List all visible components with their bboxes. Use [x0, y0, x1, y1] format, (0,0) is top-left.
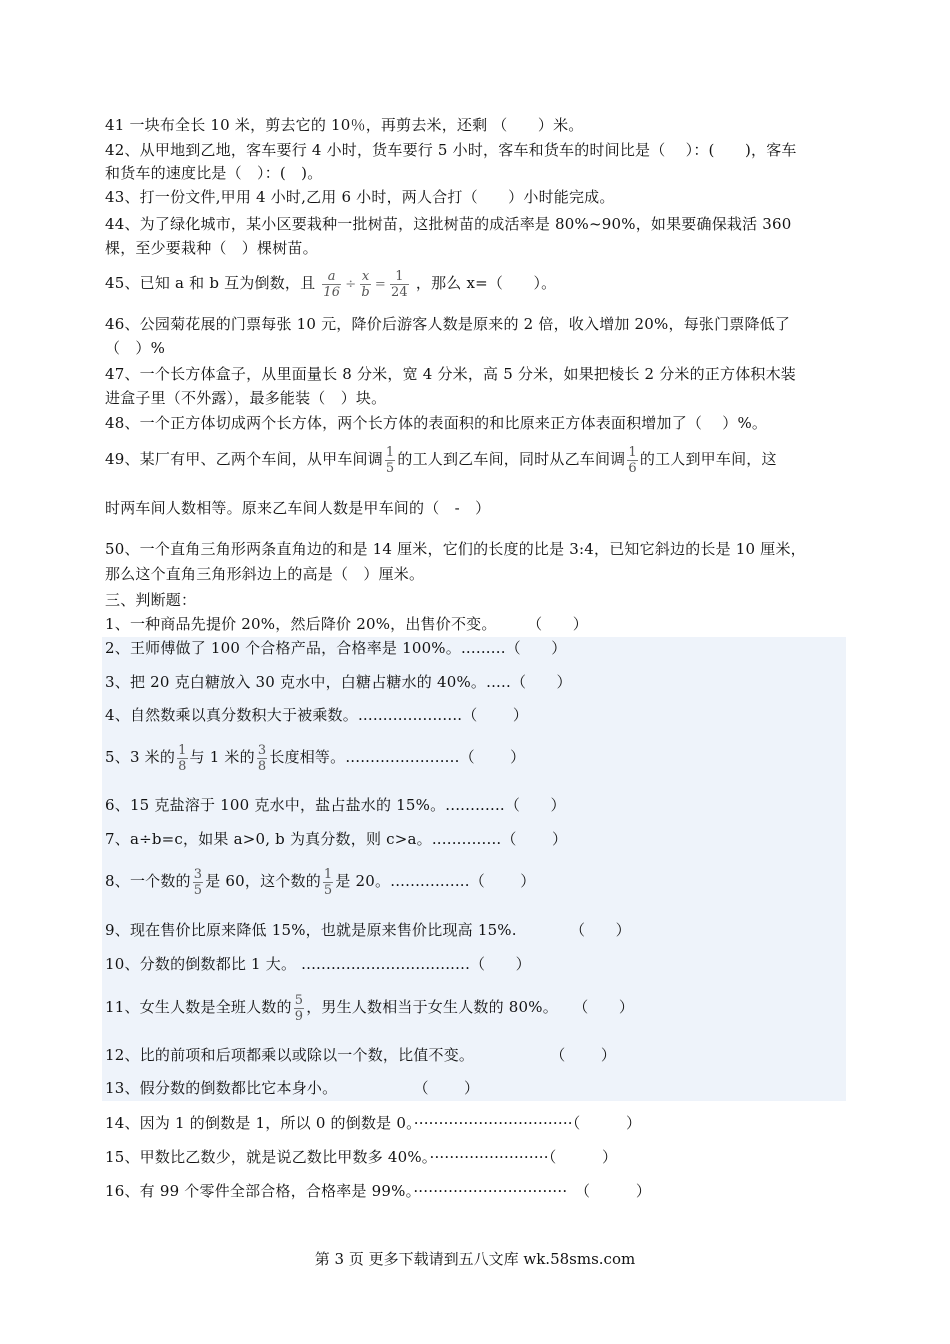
j8-fraction-1-5: $\frac{1}{5}$	[323, 866, 333, 898]
q49-text-3: 的工人到甲车间，这	[639, 450, 777, 468]
q49-text-2: 的工人到乙车间，同时从乙车间调	[397, 450, 626, 468]
judgment-13: 13、假分数的倒数都比它本身小。 （ ）	[105, 1079, 480, 1097]
q45-fraction-1-24: $\frac{1}{24}$	[390, 268, 408, 300]
j8-text-2: 是 60，这个数的	[205, 872, 321, 890]
judgment-3: 3、把 20 克白糖放入 30 克水中，白糖占糖水的 40%。.....（ ）	[105, 673, 572, 691]
j5-text-3: 长度相等。.......................（ ）	[269, 748, 526, 766]
question-42-line-2: 和货车的速度比是（ ）：( )。	[105, 164, 323, 182]
j8-text-3: 是 20。................（ ）	[335, 872, 536, 890]
question-45	[105, 264, 556, 304]
judgment-9: 9、现在售价比原来降低 15%，也就是原来售价比现高 15%. （ ）	[105, 921, 631, 939]
judgment-15: 15、甲数比乙数少，就是说乙数比甲数多 40%。························（ ）	[105, 1148, 618, 1166]
question-50-line-2: 那么这个直角三角形斜边上的高是（ ）厘米。	[105, 565, 425, 583]
judgment-16: 16、有 99 个零件全部合格，合格率是 99%。······························· （ ）	[105, 1182, 652, 1200]
j5-fraction-1-8: $\frac{1}{8}$	[178, 742, 187, 774]
question-49-line-1	[105, 440, 777, 478]
judgment-5	[105, 738, 525, 776]
q49-text-1: 49、某厂有甲、乙两个车间，从甲车间调	[105, 450, 383, 468]
q45-text-pre: 45、已知 a 和 b 互为倒数，且	[105, 274, 316, 292]
judgment-2: 2、王师傅做了 100 个合格产品，合格率是 100%。.........（ ）	[105, 639, 567, 657]
question-47-line-1: 47、一个长方体盒子，从里面量长 8 分米，宽 4 分米，高 5 分米，如果把棱长 2 分米的正方体积木装	[105, 365, 797, 383]
judgment-11	[105, 988, 634, 1026]
j11-text-2: ，男生人数相当于女生人数的 80%。 （ ）	[306, 998, 635, 1016]
question-46-line-2: （ ）%	[105, 339, 166, 357]
judgment-10: 10、分数的倒数都比 1 大。 ..................................（ ）	[105, 955, 531, 973]
judgment-14: 14、因为 1 的倒数是 1，所以 0 的倒数是 0。································（ ）	[105, 1114, 642, 1132]
judgment-4: 4、自然数乘以真分数积大于被乘数。.....................（ ）	[105, 706, 529, 724]
question-44-line-1: 44、为了绿化城市，某小区要栽种一批树苗，这批树苗的成活率是 80%~90%，如果要确保栽活 360	[105, 215, 792, 233]
q45-fraction-x-b: $\frac{x}{b}$	[361, 268, 370, 300]
question-48: 48、一个正方体切成两个长方体，两个长方体的表面积的和比原来正方体表面积增加了（ ）%。	[105, 414, 768, 432]
judgment-12: 12、比的前项和后项都乘以或除以一个数，比值不变。 （ ）	[105, 1046, 617, 1064]
j5-text-1: 5、3 米的	[105, 748, 176, 766]
q49-fraction-1-5: $\frac{1}{5}$	[385, 444, 395, 476]
judgment-1: 1、一种商品先提价 20%，然后降价 20%，出售价不变。 （ ）	[105, 615, 588, 633]
q45-text-post: ，那么 x=（ ）。	[415, 274, 557, 292]
judgment-7: 7、a÷b=c，如果 a>0, b 为真分数，则 c>a。..............（ ）	[105, 830, 568, 848]
j5-text-2: 与 1 米的	[189, 748, 255, 766]
question-44-line-2: 棵，至少要栽种（ ）棵树苗。	[105, 239, 318, 257]
j11-text-1: 11、女生人数是全班人数的	[105, 998, 292, 1016]
page-footer: 第 3 页 更多下载请到五八文库 wk.58sms.com	[314, 1250, 636, 1268]
question-50-line-1: 50、一个直角三角形两条直角边的和是 14 厘米，它们的长度的比是 3:4，已知它斜边的长是 10 厘米，	[105, 540, 806, 558]
q49-fraction-1-6: $\frac{1}{6}$	[628, 444, 637, 476]
q45-divide-sign: ÷	[345, 277, 357, 292]
question-43: 43、打一份文件,甲用 4 小时,乙用 6 小时，两人合打（ ）小时能完成。	[105, 188, 615, 206]
question-49-line-2: 时两车间人数相等。原来乙车间人数是甲车间的（ - ）	[105, 499, 491, 517]
section-3-heading: 三、判断题：	[105, 591, 197, 609]
j5-fraction-3-8: $\frac{3}{8}$	[257, 742, 267, 774]
judgment-8	[105, 862, 536, 900]
j8-fraction-3-5: $\frac{3}{5}$	[193, 866, 203, 898]
question-41: 41 一块布全长 10 米，剪去它的 10％，再剪去米，还剩 （ ）米。	[105, 116, 584, 134]
j8-text-1: 8、一个数的	[105, 872, 191, 890]
question-46-line-1: 46、公园菊花展的门票每张 10 元，降价后游客人数是原来的 2 倍，收入增加 20%，每张门票降低了	[105, 315, 791, 333]
q45-fraction-a-16: $\frac{a}{16}$	[323, 268, 341, 300]
q45-equals-sign: =	[374, 277, 386, 292]
question-42-line-1: 42、从甲地到乙地，客车要行 4 小时，货车要行 5 小时，客车和货车的时间比是（ ）：( )，客车	[105, 141, 797, 159]
j11-fraction-5-9: $\frac{5}{9}$	[294, 992, 304, 1024]
judgment-6: 6、15 克盐溶于 100 克水中，盐占盐水的 15%。............（ ）	[105, 796, 566, 814]
question-47-line-2: 进盒子里（不外露），最多能装（ ）块。	[105, 389, 387, 407]
